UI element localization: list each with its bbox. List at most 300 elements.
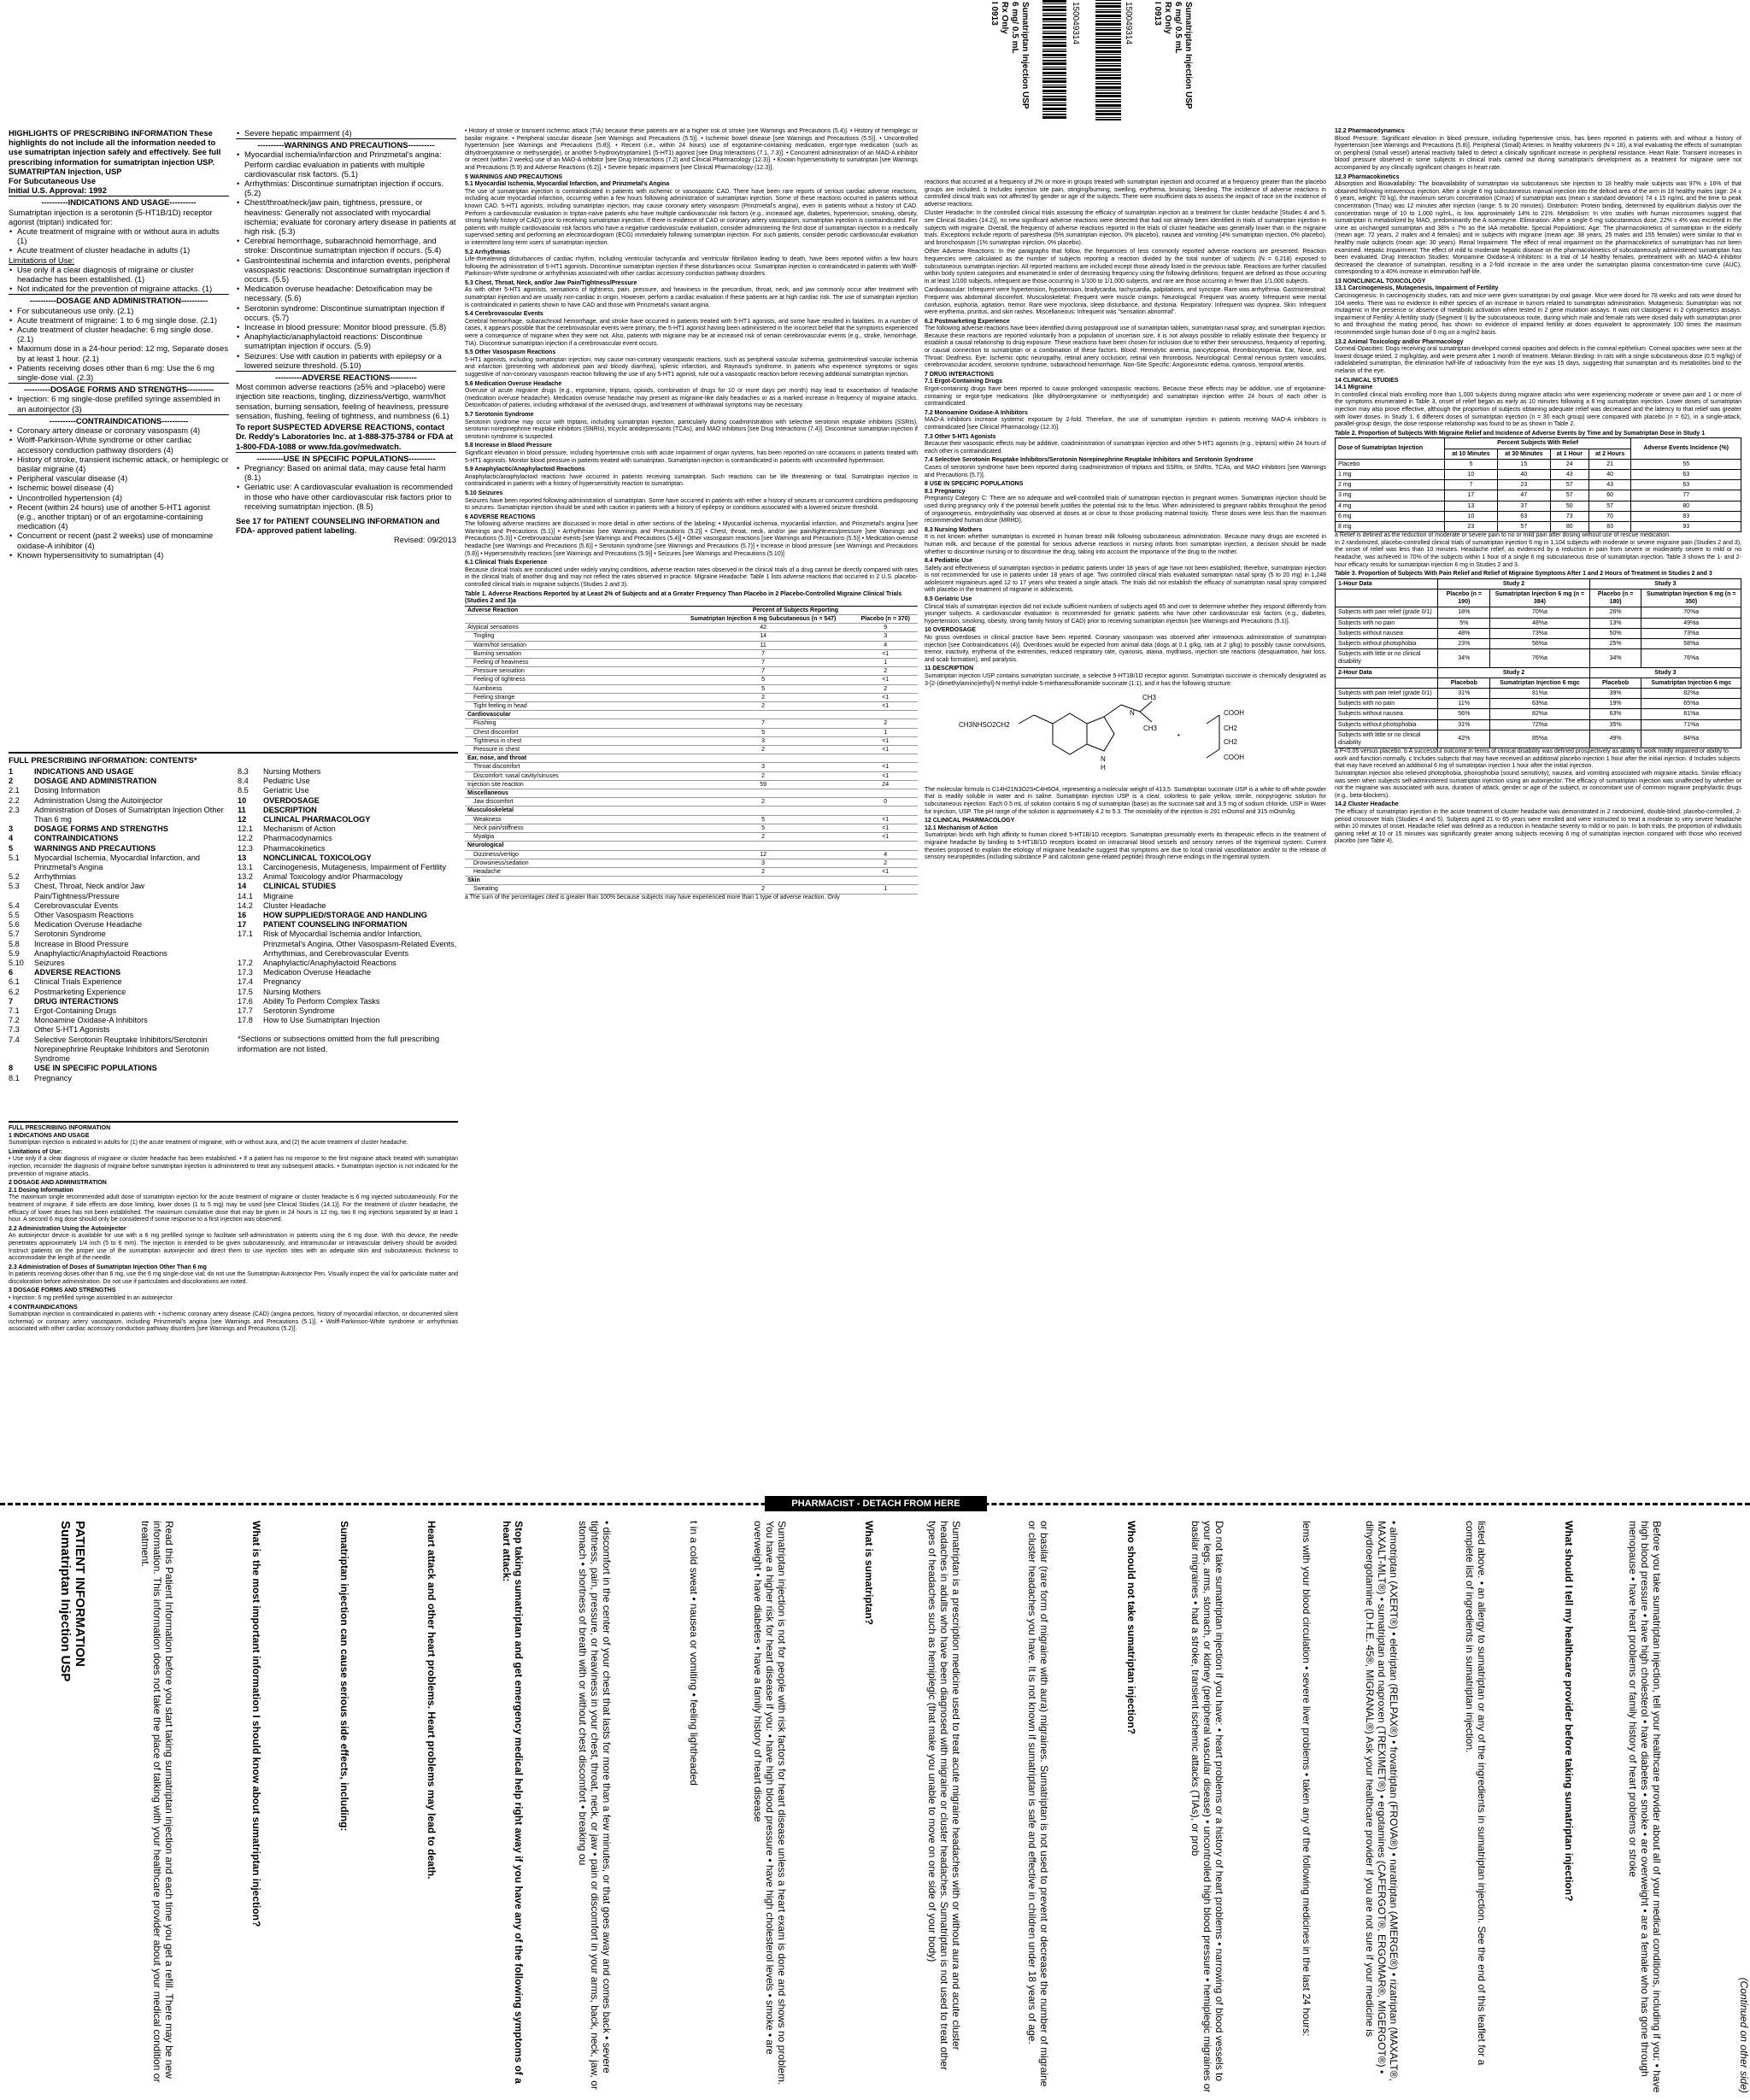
toc-row[interactable] (238, 892, 458, 901)
toc-row[interactable] (9, 1074, 229, 1083)
toc-number: 6 (9, 968, 14, 977)
table-cell (673, 807, 854, 815)
section-paragraph: Seizures have been reported following administration of sumatriptan. Some have occurred in patients with either a history of seizures or concurrent conditions predisposing to seizures. Sumatriptan injection should be used with caution in patients with a history of epilepsy or conditions associated with a lowered seizure threshold. (465, 497, 918, 512)
toc-text: Cluster Headache (263, 900, 326, 910)
section-paragraph: As with other 5-HT1 agonists, sensations of tightness, pain, pressure, and heaviness in the precordium, throat, neck, and jaw commonly occur after treatment with sumatriptan injection and are usually non-cardiac in origin. However, perform a cardiac evaluation if these patients are at high cardiac risk. The use of sumatriptan injection is contraindicated in patients shown to have CAD and those with Prinzmetal's variant angina. (465, 287, 918, 308)
barcode-bar (1095, 36, 1121, 37)
table-cell: 1 (853, 659, 918, 667)
col4-mid-text: In 2 randomized, placebo-controlled clinical trials of sumatriptan injection 6 mg in 1,104 subjects with moderate or severe migraine pain (Studies 2 and 3), the onset of relief was less than 10 minutes. Headache relief, as evidenced by a reduction in pain from severe or moderately severe to mild or no headache, was achieved in 70% of the subjects within 1 hour of a single 6 mg subcutaneous dose of sumatriptan injection. Table 3 shows the 1- and 2-hour efficacy results for sumatriptan injection 6 mg in Studies 2 and 3. (1335, 539, 1741, 568)
table-cell: 3 (673, 736, 854, 745)
table-cell: Ear, nose, and throat (465, 754, 673, 763)
table-cell: 2 (673, 798, 854, 807)
barcode-bar (1095, 110, 1121, 112)
table-cell (853, 842, 918, 850)
toc-row[interactable] (238, 844, 458, 853)
section-paragraph: The following adverse reactions have been identified during postapproval use of sumatriptan tablets, sumatriptan nasal spray, and sumatriptan injection. Because these reactions are reported voluntarily from a population of uncertain size, it is not always possible to reliably estimate their frequency or establish a causal relationship to drug exposure. These reactions have been chosen for inclusion due to either their seriousness, frequency of reporting, or causal connection to sumatriptan or a combination of these factors. Blood: Hemolytic anemia, pancytopenia, thrombocytopenia. Ear, Nose, and Throat: Deafness. Eye: Ischemic optic neuropathy, retinal artery occlusion, retinal vein thrombosis. Neurological: Central nervous system vasculitis, cerebrovascular accident, serotonin syndrome, subarachnoid hemorrhage. Non-Site Specific: Angioneurotic edema, cyanosis, temporal arteritis. (925, 326, 1326, 369)
toc-row[interactable] (9, 911, 229, 920)
toc-row[interactable] (9, 882, 229, 900)
toc-text: Postmarketing Experience (34, 987, 126, 996)
toc-row[interactable] (9, 968, 229, 977)
table-row (1336, 511, 1741, 521)
toc-text: WARNINGS AND PRECAUTIONS (34, 843, 156, 853)
right-label-code: I 0913 (1153, 2, 1162, 26)
toc-row[interactable] (238, 959, 458, 968)
left-label-title: Sumatriptan Injection USP (1020, 2, 1030, 109)
toc-row[interactable] (9, 1064, 229, 1073)
table-row (465, 711, 918, 719)
table2-subhead: Percent Subjects With Relief (1444, 438, 1630, 449)
patient-info-column (262, 1521, 349, 2093)
table-cell: Tightness in chest (465, 736, 673, 745)
table-row (1336, 628, 1741, 638)
toc-row[interactable] (238, 911, 458, 920)
table-cell: 85%a (1490, 730, 1590, 748)
left-label-strength: 6 mg/ 0.5 mL (1010, 2, 1019, 54)
section-heading: 6 ADVERSE REACTIONS (465, 513, 536, 520)
table2-footnote: a Relief is defined as the reduction of moderate or severe pain to no or mild pain after dosing without use of rescue medication. (1335, 532, 1671, 539)
table-row (465, 877, 918, 885)
section-paragraph: Absorption and Bioavailability: The bioavailability of sumatriptan via subcutaneous site injection to 18 healthy male subjects was 97% ± 16% of that obtained following intravenous injection. After a single 6 mg subcutaneous manual injection into the deltoid area of the arm in 18 healthy males (age: 24 ± 6 years, weight: 70 kg), the maximum serum concentration (Cmax) of sumatriptan was (mean ± standard deviation) 74 ± 15 ng/mL and the time to peak concentration (Tmax) was 12 minutes after injection (range: 5 to 20 minutes). Distribution: Protein binding, determined by equilibrium dialysis over the concentration range of 10 to 1,000 ng/mL, is low, approximately 14% to 21%. Metabolism: In vitro studies with human microsomes suggest that sumatriptan is metabolized by MAO, predominantly the A isoenzyme. Elimination: After a single 6 mg subcutaneous dose, 22% ± 4% was excreted in the urine as unchanged sumatriptan and 38% ± 7% as the IAA metabolite. Special Populations: Age: The pharmacokinetics of sumatriptan in the elderly (mean age: 72 years, 2 males and 4 females) and in subjects with migraine (mean age: 38 years, 25 males and 155 females) were similar to that in healthy male subjects (mean age: 30 years). Renal Impairment: The effect of renal impairment on the pharmacokinetics of sumatriptan has not been examined. Hepatic Impairment: The effect of mild to moderate hepatic disease on the pharmacokinetics of subcutaneously administered sumatriptan has been evaluated. Drug Interaction Studies: Monoamine Oxidase-A Inhibitors: In a trial of 14 healthy females, pretreatment with an MAO-A inhibitor decreased the clearance of sumatriptan, resulting in a 2-fold increase in the area under the sumatriptan plasma concentration-time curve (AUC), corresponding to a 40% increase in elimination half-life. (1335, 181, 1741, 276)
toc-row[interactable] (9, 1006, 229, 1016)
table-cell: 83 (1589, 521, 1631, 531)
table-cell: 5 (673, 815, 854, 824)
toc-row[interactable] (9, 940, 229, 949)
list-item: • History of stroke, transient ischemic attack, or hemiplegic or basilar migraine (4) (9, 455, 229, 473)
toc-row[interactable] (238, 930, 458, 959)
table-cell: Discomfort: nasal cavity/sinuses (465, 771, 673, 780)
toc-row[interactable] (9, 806, 229, 824)
toc-text: Pregnancy (34, 1073, 72, 1082)
section-paragraph: Overuse of acute migraine drugs (e.g., ergotamine, triptans, opioids, combination of drugs for 10 or more days per month) may lead to exacerbation of headache (medication overuse headache). Medication overuse headache may present as migraine-like daily headaches or as a marked increase in frequency of migraine attacks. Detoxification of patients, including withdrawal of the overused drugs, and treatment of withdrawal symptoms may be necessary. (465, 388, 918, 409)
table-row (465, 667, 918, 676)
table-header-cell (1336, 678, 1438, 688)
toc-row[interactable] (238, 1016, 458, 1025)
list-item: • Concurrent or recent (past 2 weeks) use of monoamine oxidase-A inhibitor (4) (9, 531, 229, 549)
barcode-bar (1042, 3, 1066, 4)
barcode-bar (1042, 42, 1066, 44)
table-cell: Miscellaneous (465, 789, 673, 798)
table-cell: 23 (1444, 521, 1497, 531)
table-cell: 3 (673, 763, 854, 771)
toc-text: Clinical Trials Experience (34, 977, 122, 987)
table2-head-4: at 2 Hours (1589, 449, 1631, 459)
table-cell: 81%a (1641, 709, 1741, 719)
section-paragraph: 5-HT1 agonists, including sumatriptan injection, may cause non-coronary vasospastic reactions, such as peripheral vascular ischemia, gastrointestinal vascular ischemia and infarction (presenting with abdominal pain and bloody diarrhea), splenic infarction, and Raynaud's syndrome. In patients who experience symptoms or signs suggestive of non-coronary vasospasm reaction following the use of any 5-HT1 agonist, rule out a vasospastic reaction before receiving additional sumatriptan injection. (465, 356, 918, 378)
toc-row[interactable] (238, 920, 458, 930)
toc-row[interactable] (9, 853, 229, 872)
toc-row[interactable] (9, 997, 229, 1006)
toc-row[interactable] (9, 834, 229, 843)
table-cell: 42 (673, 624, 854, 632)
table-row (465, 719, 918, 728)
left-barcode-number: 150049314 (1071, 2, 1080, 45)
table-cell: 23 (1497, 480, 1550, 490)
toc-row[interactable] (9, 796, 229, 806)
table-cell: 25% (1589, 638, 1641, 648)
section-heading: 5.4 Cerebrovascular Events (465, 311, 543, 318)
toc-row[interactable] (9, 872, 229, 882)
toc-row[interactable] (9, 844, 229, 853)
toc-text: OVERDOSAGE (263, 795, 320, 805)
fpi-column-4 (1335, 128, 1741, 1487)
barcode-bar (1095, 74, 1121, 76)
table-cell: 11% (1438, 699, 1490, 709)
toc-row[interactable] (238, 806, 458, 815)
table-cell (673, 842, 854, 850)
table-row (1336, 709, 1741, 719)
table-row (465, 676, 918, 684)
list-item: • Peripheral vascular disease (4) (9, 473, 229, 483)
table3-group-0: 1-Hour Data (1336, 578, 1438, 589)
toc-row[interactable] (9, 977, 229, 987)
table-cell: 5 (673, 824, 854, 832)
svg-text:CH2: CH2 (1224, 724, 1238, 733)
patient-info-column-text (688, 1521, 700, 2093)
right-label-title: Sumatriptan Injection USP (1183, 2, 1193, 109)
table3-head2 (1336, 678, 1741, 688)
table-cell: 55 (1631, 459, 1741, 469)
table3-group2-0: 2-Hour Data (1336, 667, 1438, 678)
table2 (1335, 437, 1741, 532)
toc-row[interactable] (9, 930, 229, 939)
table-cell: 31% (1438, 688, 1490, 698)
table-cell: 24 (1550, 459, 1589, 469)
patient-info-column (1225, 1521, 1312, 2093)
svg-text:CH3: CH3 (1142, 694, 1157, 702)
table-row (465, 746, 918, 754)
patient-info-column (700, 1521, 787, 2093)
table-cell: 56%a (1490, 638, 1590, 648)
table-cell: 82%a (1641, 688, 1741, 698)
list-item: • Uncontrolled hypertension (4) (9, 493, 229, 502)
toc-row[interactable] (238, 767, 458, 777)
toc-text: Selective Serotonin Reuptake Inhibitors/Serotonin Norepinephrine Reuptake Inhibitors and Serotonin Syndrome (34, 1035, 209, 1064)
barcode-bar (1095, 21, 1121, 22)
toc-row[interactable] (238, 863, 458, 872)
table-cell: 70%a (1641, 607, 1741, 618)
contraindications-title: ----------CONTRAINDICATIONS---------- (9, 414, 229, 425)
section-paragraph: Cerebral hemorrhage, subarachnoid hemorrhage, and stroke have occurred in patients treated with 5-HT1 agonists, and some have resulted in fatalities. In a number of cases, it appears possible that the cerebrovascular events were primary, the 5-HT1 agonist having been administered in the incorrect belief that the symptoms experienced were a consequence of migraine when they were not. Also, patients with migraine may be at increased risk of certain cerebrovascular events (e.g., stroke, hemorrhage, TIA). Discontinue sumatriptan injection if a cerebrovascular event occurs. (465, 318, 918, 347)
fpi-col1-sections (9, 1133, 458, 1334)
toc-row[interactable] (238, 968, 458, 977)
patient-info-column-text (1125, 1521, 1137, 2093)
section-paragraph: Significant elevation in blood pressure, including hypertensive crisis with acute impairment of organ systems, has been reported on rare occasions in patients treated with 5-HT1 agonists. Monitor blood pressure in patients treated with sumatriptan. Sumatriptan injection is contraindicated in patients with uncontrolled hypertension. (465, 449, 918, 464)
toc-row[interactable] (238, 815, 458, 824)
toc-row[interactable] (238, 1006, 458, 1016)
section-heading: 3 DOSAGE FORMS AND STRENGTHS (9, 1288, 116, 1294)
patient-info-column (175, 1521, 262, 2093)
barcode-bar (1095, 99, 1121, 100)
section-heading: 14.2 Cluster Headache (1335, 801, 1399, 808)
table-row (465, 859, 918, 867)
barcode-bar (1042, 62, 1066, 65)
list-item: • Patients receiving doses other than 6 mg: Use the 6 mg single-dose vial. (2.3) (9, 363, 229, 382)
fpi-col3-after (925, 787, 1326, 862)
toc-row[interactable] (238, 977, 458, 987)
svg-text:•: • (1177, 731, 1180, 740)
toc-number: 2.3 (9, 805, 20, 814)
patient-info-paragraph: Before you take sumatriptan injection, tell your healthcare provider about all of your medical conditions, including if you: • have high blood pressure • have high cholesterol • have diabetes • smoke • are overweight • are a female who has gone through menopause • have heart problems or family history of heart problems or stroke (1626, 1521, 1663, 2093)
table-cell: 84%a (1641, 730, 1741, 748)
patient-info-column-text (1301, 1521, 1312, 2093)
barcode-bar (1042, 60, 1066, 62)
table-row (465, 632, 918, 641)
patient-info-paragraph: • discomfort in the center of your chest that lasts for more than a few minutes, or that goes away and comes back • severe tightness, pain, pressure, or heaviness in your chest, throat, neck, or jaw • pain or discomfort in your arms, back, neck, jaw, or stomach • shortness of breath with or without chest discomfort • breaking ou (576, 1521, 613, 2090)
section-heading: 7.2 Monoamine Oxidase-A Inhibitors (925, 409, 1028, 416)
barcode-bar (1042, 93, 1066, 94)
table-row (465, 728, 918, 736)
section-paragraph: In controlled clinical trials enrolling more than 1,000 subjects during migraine attacks who were experiencing moderate or severe pain and 1 or more of the symptoms enumerated in Table 3, onset of relief began as early as 10 minutes following a 6 mg sumatriptan injection. Lower doses of sumatriptan injection may also prove effective, although the proportion of subjects obtaining adequate relief was decreased and the latency to that relief was greater with lower doses. In Study 1, 6 different doses of sumatriptan injection (n = 30 each group) were compared with placebo (n = 62), in a single-attack, parallel-group design, the dose response relationship was found to be as shown in Table 2. (1335, 391, 1741, 428)
toc-row[interactable] (238, 786, 458, 795)
table-header-cell: Placebob (1438, 678, 1490, 688)
toc-number: 12.1 (238, 824, 253, 834)
toc-row[interactable] (9, 949, 229, 959)
section-paragraph: Pregnancy Category C: There are no adequate and well-controlled trials of sumatriptan injection in pregnant women. Sumatriptan injection should be used during pregnancy only if the potential benefit justifies the potential risk to the fetus. When administered to pregnant rabbits throughout the period of organogenesis, embryolethality was observed at doses at or close to those producing maternal toxicity. These doses were less than the maximum recommended human dose (MRHD). (925, 496, 1326, 525)
table-cell: Subjects with no pain (1336, 618, 1438, 628)
adverse-contact: To report SUSPECTED ADVERSE REACTIONS, contact Dr. Reddy's Laboratories Inc. at 1-888-375-3784 or FDA at 1-800-FDA-1088 or www.fda.gov/medwatch. (236, 422, 454, 451)
table-cell: Subjects with little or no clinical disability (1336, 649, 1438, 667)
right-label-rx: Rx Only (1163, 2, 1172, 34)
table1-footnote: a The sum of the percentages cited is greater than 100% because subjects may have experienced more than 1 type of adverse reaction. Only (465, 894, 840, 900)
table-cell: Musculoskeletal (465, 807, 673, 815)
table-cell: 49%a (1641, 618, 1741, 628)
table-cell: 65%a (1641, 699, 1741, 709)
table-cell: 6 mg (1336, 511, 1445, 521)
toc-row[interactable] (9, 786, 229, 795)
indications-text: Sumatriptan injection is a serotonin (5-HT1B/1D) receptor agonist (triptan) indicated for: (9, 207, 213, 226)
table-cell: 71%a (1641, 719, 1741, 730)
barcode-bar (1095, 101, 1121, 103)
table-cell: 2 (853, 684, 918, 693)
limitations-list (9, 265, 229, 294)
table-row (465, 754, 918, 763)
toc-text: Monoamine Oxidase-A Inhibitors (34, 1016, 148, 1025)
table-cell: Subjects with little or no clinical disability (1336, 730, 1438, 748)
section-paragraph: Because their vasospastic effects may be additive, coadministration of sumatriptan injection and other 5-HT1 agonists (e.g., triptans) within 24 hours of each other is contraindicated. (925, 441, 1326, 455)
toc-row[interactable] (9, 920, 229, 930)
toc-number: 7.4 (9, 1035, 20, 1044)
barcode-bar (1042, 54, 1066, 56)
table-cell: 63 (1631, 480, 1741, 490)
barcode-bar (1095, 41, 1121, 44)
table-cell: 60 (1589, 490, 1631, 501)
section-heading: 5.3 Chest, Throat, Neck, and/or Jaw Pain/Tightness/Pressure (465, 279, 637, 286)
table-cell: 7 (673, 667, 854, 676)
toc-text: Arrhythmias (34, 872, 77, 882)
table-row (465, 850, 918, 859)
toc-row[interactable] (9, 1035, 229, 1065)
table-row (465, 798, 918, 807)
section-paragraph: Sumatriptan injection also relieved photophobia, phonophobia (sound sensitivity), nausea, and vomiting associated with migraine attacks. Similar efficacy was seen when subjects self-administered sumatriptan injection using an autoinjector. The efficacy of sumatriptan injection was unaffected by whether or not the migraine was associated with aura, duration of attack, gender or age of the subject, or concomitant use of common migraine prophylactic drugs (e.g., beta-blockers). (1335, 770, 1741, 799)
toc-row[interactable] (238, 901, 458, 911)
toc-text: DESCRIPTION (263, 805, 317, 814)
toc-text: Medication Overuse Headache (34, 920, 143, 930)
section-paragraph: The following adverse reactions are discussed in more detail in other sections of the labeling: • Myocardial ischemia, myocardial infarction, and Prinzmetal's angina [see Warnings and Precautions (5.1)] • Arrhythmias [see Warnings and Precautions (5.2)] • Chest, throat, neck, and/or jaw pain/tightness/pressure [see Warnings and Precautions (5.3)] • Cerebrovascular events [see Warnings and Precautions (5.4)] • Other vasospasm reactions [see Warnings and Precautions (5.5)] • Medication overuse headache [see Warnings and Precautions (5.6)] • Serotonin syndrome [see Warnings and Precautions (5.7)] • Increase in blood pressure [see Warnings and Precautions (5.8)] • Hypersensitivity reactions [see Warnings and Precautions (5.9)] • Seizures [see Warnings and Precautions (5.10)] (465, 521, 918, 557)
toc-row[interactable] (9, 1025, 229, 1035)
section-paragraph: The use of sumatriptan injection is contraindicated in patients with ischemic or vasospastic CAD. There have been rare reports of serious cardiac adverse reactions, including acute myocardial infarction, occurring within a few hours following administration of sumatriptan injection. Some of these reactions occurred in patients without known CAD. 5-HT1 agonists, including sumatriptan injection, may cause coronary artery vasospasm (Prinzmetal's angina), even in patients without a history of CAD. Perform a cardiovascular evaluation in triptan-naive patients who have multiple cardiovascular risk factors (e.g., increased age, diabetes, hypertension, smoking, obesity, strong family history of CAD) prior to receiving sumatriptan injection. If there is evidence of CAD or coronary artery vasospasm, sumatriptan injection is contraindicated. For patients with multiple cardiovascular risk factors who have a negative cardiovascular evaluation, consider administering the first dose of sumatriptan injection in a medically supervised setting and performing an electrocardiogram (ECG) immediately following sumatriptan injection. For such patients, consider periodic cardiovascular evaluation in intermittent long-term users of sumatriptan injection. (465, 188, 918, 246)
table-cell (673, 754, 854, 763)
table-row (1336, 501, 1741, 511)
section-heading: 5 WARNINGS AND PRECAUTIONS (465, 173, 563, 180)
toc-number: 8 (9, 1064, 14, 1073)
toc-row[interactable] (9, 988, 229, 997)
toc-row[interactable] (9, 777, 229, 786)
table-cell: 18% (1438, 607, 1490, 618)
toc-text: Migraine (263, 891, 294, 900)
section-paragraph: Cases of serotonin syndrome have been reported during coadministration of triptans and SSRIs, or SNRIs, TCAs, and MAO inhibitors [see Warnings and Precautions (5.7)]. (925, 464, 1326, 478)
table-cell: Feeling of tightness (465, 676, 673, 684)
patient-info-column (350, 1521, 438, 2093)
barcode-bar (1042, 50, 1066, 52)
table3-head (1336, 589, 1741, 607)
toc-text: Pregnancy (263, 977, 301, 987)
toc-row[interactable] (238, 824, 458, 834)
barcode-bar (1095, 77, 1121, 79)
toc-title: FULL PRESCRIBING INFORMATION: CONTENTS* (9, 755, 197, 765)
toc-number: 2.2 (9, 795, 20, 805)
table-cell: 49% (1589, 730, 1641, 748)
table-row (1336, 607, 1741, 618)
section-heading: 12.2 Pharmacodynamics (1335, 128, 1405, 134)
patient-info-column-text (426, 1521, 438, 2093)
barcode-bar (1095, 119, 1121, 120)
patient-info-column-text (1626, 1521, 1663, 2093)
toc-row[interactable] (9, 1016, 229, 1025)
section-heading: 5.9 Anaphylactic/Anaphylactoid Reactions (465, 466, 585, 473)
right-label-text (1152, 2, 1193, 109)
toc-row[interactable] (238, 882, 458, 891)
patient-info-paragraph: Sumatriptan injection is not for people with risk factors for heart disease unless a heart exam is done and shows no problem. You have a higher risk for heart disease if you: • have high blood pressure • have high cholesterol levels • smoke • are overweight • have diabetes • have a family history of heart disease (751, 1521, 788, 2085)
table-cell: 4 mg (1336, 501, 1445, 511)
patient-info-column (1312, 1521, 1400, 2093)
table-cell: 56% (1438, 709, 1490, 719)
toc-text: DOSAGE FORMS AND STRENGTHS (34, 824, 168, 834)
table-cell: 2 (673, 885, 854, 894)
table-cell: 26% (1589, 607, 1641, 618)
table-cell: 81%a (1490, 688, 1590, 698)
table-row (465, 659, 918, 667)
table-cell: Chest discomfort (465, 728, 673, 736)
table-cell: 35% (1589, 719, 1641, 730)
list-item: • Cerebral hemorrhage, subarachnoid hemorrhage, and stroke: Discontinue sumatriptan injection if occurs. (5.4) (236, 236, 456, 255)
table-cell: Jaw discomfort (465, 798, 673, 807)
table-cell: 13% (1589, 618, 1641, 628)
section-heading: 14.1 Migraine (1335, 384, 1373, 391)
revised-date: Revised: 09/2013 (394, 535, 456, 545)
toc-row[interactable] (9, 767, 229, 777)
toc-left-column (9, 767, 229, 1083)
patient-info-column-text (138, 1521, 175, 2093)
barcode-bar (1095, 113, 1121, 115)
patient-info-column (525, 1521, 612, 2093)
barcode-bar (1042, 39, 1066, 40)
toc-text: Mechanism of Action (263, 824, 336, 834)
patient-info-column-text (250, 1521, 262, 2093)
table-row (465, 789, 918, 798)
table3 (1335, 578, 1741, 748)
toc-row[interactable] (9, 959, 229, 968)
patient-info-column (613, 1521, 700, 2093)
toc-row[interactable] (238, 988, 458, 997)
toc-number: 8.3 (238, 767, 249, 776)
barcode-bar (1042, 57, 1066, 58)
toc-text: Pediatric Use (263, 777, 310, 786)
section-heading: 8.4 Pediatric Use (925, 558, 973, 565)
populations-list (236, 463, 456, 511)
section-paragraph: Sumatriptan binds with high affinity to human cloned 5-HT1B/1D receptors. Sumatriptan presumably exerts its therapeutic effects in the treatment of migraine headache by binding to 5-HT1B/1D receptors located on intracranial blood vessels and sensory nerves of the trigeminal system. Current theories proposed to explain the etiology of migraine headache suggest that symptoms are due to local cranial vasodilatation and/or to the release of sensory neuropeptides (including substance P and calcitonin gene-related peptide) through nerve endings in the trigeminal system. (925, 832, 1326, 861)
table-cell: 76%a (1641, 649, 1741, 667)
patient-info-column-text (501, 1521, 525, 2093)
table-cell: 14 (673, 632, 854, 641)
barcode-bar (1042, 21, 1066, 22)
toc-row[interactable] (238, 796, 458, 806)
barcode-bar (1042, 96, 1066, 97)
section-heading: 13.2 Animal Toxicology and/or Pharmacology (1335, 338, 1464, 345)
toc-row[interactable] (238, 834, 458, 843)
table3-group-1: Study 2 (1438, 578, 1589, 589)
patient-info-column (875, 1521, 962, 2093)
toc-row[interactable] (238, 853, 458, 863)
table-cell: 39% (1589, 688, 1641, 698)
table-cell: 63%a (1490, 699, 1590, 709)
barcode-bar (1095, 56, 1121, 58)
section-heading: 1 INDICATIONS AND USAGE (9, 1132, 90, 1139)
table1-head-1: Sumatriptan Injection 6 mg Subcutaneous (n = 547) (673, 615, 854, 624)
patient-info-column-text (1189, 1521, 1225, 2093)
barcode-bar (1042, 15, 1066, 16)
barcode-bar (1042, 36, 1066, 38)
list-item: • Coronary artery disease or coronary vasospasm (4) (9, 425, 229, 435)
toc-number: 12.3 (238, 843, 253, 853)
section-heading: 13.1 Carcinogenesis, Mutagenesis, Impairment of Fertility (1335, 285, 1499, 292)
toc-row[interactable] (9, 824, 229, 834)
table-cell: Subjects without photophobia (1336, 719, 1438, 730)
table-cell: 70 (1589, 511, 1631, 521)
toc-number: 5.3 (9, 882, 20, 891)
list-item: • Arrhythmias: Discontinue sumatriptan injection if occurs. (5.2) (236, 179, 456, 197)
route: For Subcutaneous Use (9, 176, 97, 186)
toc-number: 17.7 (238, 1006, 253, 1016)
table-cell: 50% (1589, 628, 1641, 638)
list-item: • Ischemic bowel disease (4) (9, 483, 229, 492)
toc-row[interactable] (238, 872, 458, 882)
table-cell: 0 (853, 798, 918, 807)
toc-row[interactable] (238, 777, 458, 786)
toc-text: Pharmacodynamics (263, 834, 332, 843)
table3-group-2: Study 3 (1589, 578, 1741, 589)
list-item: • Gastrointestinal ischemia and infarction events, peripheral vasospastic reactions: Discontinue sumatriptan injection if occurs. (5.5) (236, 255, 456, 284)
table-cell: 15 (1497, 459, 1550, 469)
table-cell: 58%a (1641, 638, 1741, 648)
toc-number: 5.9 (9, 948, 20, 958)
table3-group2-2: Study 3 (1589, 667, 1741, 678)
toc-row[interactable] (238, 997, 458, 1006)
table-cell: 48% (1438, 628, 1490, 638)
toc-text: DRUG INTERACTIONS (34, 996, 119, 1006)
barcode-bar (1095, 32, 1121, 35)
table-cell: Sweating (465, 885, 673, 894)
list-item: • For subcutaneous use only. (2.1) (9, 306, 229, 315)
barcode-bar (1095, 9, 1121, 10)
list-item: • Use only if a clear diagnosis of migraine or cluster headache has been established. (1) (9, 265, 229, 284)
table-cell: 73%a (1490, 628, 1590, 638)
table-row (1336, 618, 1741, 628)
table-cell: 11 (673, 641, 854, 649)
patient-info-title: PATIENT INFORMATION (73, 1521, 88, 1667)
dosage-list (9, 306, 229, 383)
toc-row[interactable] (9, 901, 229, 911)
table-cell: 19% (1589, 699, 1641, 709)
